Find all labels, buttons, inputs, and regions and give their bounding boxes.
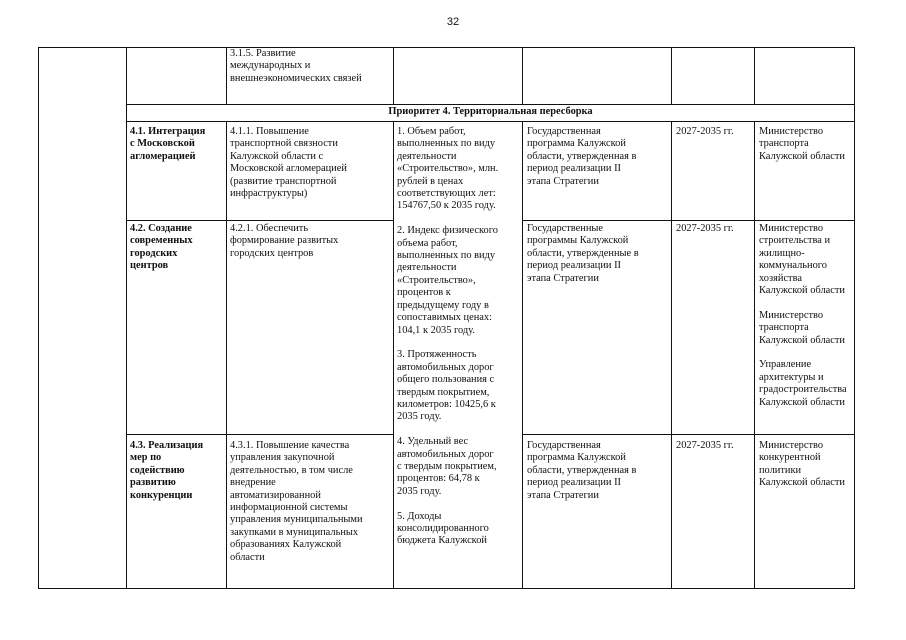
col-divider-6-top	[754, 47, 755, 105]
row-divider-4-2-b	[522, 220, 855, 221]
program-4-3: Государственная программа Калужской области, утвержденная в период реализации II этапа Стратегии	[527, 440, 637, 501]
responsible-4-3: Министерство конкурентной политики Калужской области	[759, 440, 845, 489]
col-divider-5	[671, 121, 672, 589]
program-4-2: Государственные программы Калужской области, утвержденные в период реализации II этапа Стратегии	[527, 223, 639, 284]
task-4-1: 4.1. Интеграция с Московской агломерацией	[130, 126, 206, 162]
col-divider-1	[126, 47, 127, 589]
activity-4-1-1: 4.1.1. Повышение транспортной связности Калужской области с Московской агломерацией (развитие транспортной инфраструктуры)	[230, 126, 347, 200]
row-divider-4-3-b	[522, 434, 855, 435]
task-4-2: 4.2. Создание современных городских центров	[130, 223, 193, 272]
col-divider-3-top	[393, 47, 394, 105]
row-divider-priority-bottom	[126, 121, 855, 122]
col-divider-2	[226, 121, 227, 589]
indicators-cell: 1. Объем работ, выполненных по виду деятельности «Строительство», млн. рублей в ценах соответствующих лет: 154767,50 к 2035 году. 2. Индекс физического объема работ, выполненных по виду деятельности «Строительство», процентов к предыдущему году в сопоставимых ценах: 104,1 к 2035 году. 3. Протяженность автомобильных дорог общего пользования с твердым покрытием, километров: 10425,6 к 2035 году. 4. Удельный вес автомобильных дорог с твердым покрытием, процентов: 64,78 к 2035 году. 5. Доходы консолидированного бюджета Калужской	[397, 126, 499, 547]
table-border-right	[854, 47, 855, 589]
responsible-4-2: Министерство строительства и жилищно- коммунального хозяйства Калужской области Министерство транспорта Калужской области Управление архитектуры и градостроительства Калужской области	[759, 223, 847, 408]
priority-header: Приоритет 4. Территориальная пересборка	[388, 106, 593, 117]
col-divider-5-top	[671, 47, 672, 105]
top-row-activity: 3.1.5. Развитие международных и внешнеэкономических связей	[230, 48, 362, 84]
col-divider-4-top	[522, 47, 523, 105]
page-number: 32	[446, 16, 460, 28]
row-divider-4-3-a	[126, 434, 394, 435]
col-divider-3	[393, 121, 394, 589]
period-4-1: 2027-2035 гг.	[676, 126, 734, 137]
row-divider-priority-top	[126, 104, 855, 105]
table-border-left	[38, 47, 39, 589]
responsible-4-1: Министерство транспорта Калужской области	[759, 126, 845, 162]
row-divider-4-2-a	[126, 220, 394, 221]
period-4-3: 2027-2035 гг.	[676, 440, 734, 451]
col-divider-2-top	[226, 47, 227, 105]
col-divider-4	[522, 121, 523, 589]
activity-4-2-1: 4.2.1. Обеспечить формирование развитых городских центров	[230, 223, 339, 259]
period-4-2: 2027-2035 гг.	[676, 223, 734, 234]
col-divider-6	[754, 121, 755, 589]
activity-4-3-1: 4.3.1. Повышение качества управления закупочной деятельностью, в том числе внедрение автоматизированной информационной системы управления муниципальными закупками в муниципальных образованиях Калужской области	[230, 440, 363, 563]
task-4-3: 4.3. Реализация мер по содействию развитию конкуренции	[130, 440, 204, 501]
program-4-1: Государственная программа Калужской области, утвержденная в период реализации II этапа Стратегии	[527, 126, 637, 187]
table-border-bottom	[38, 588, 855, 589]
table-border-top	[38, 47, 855, 48]
